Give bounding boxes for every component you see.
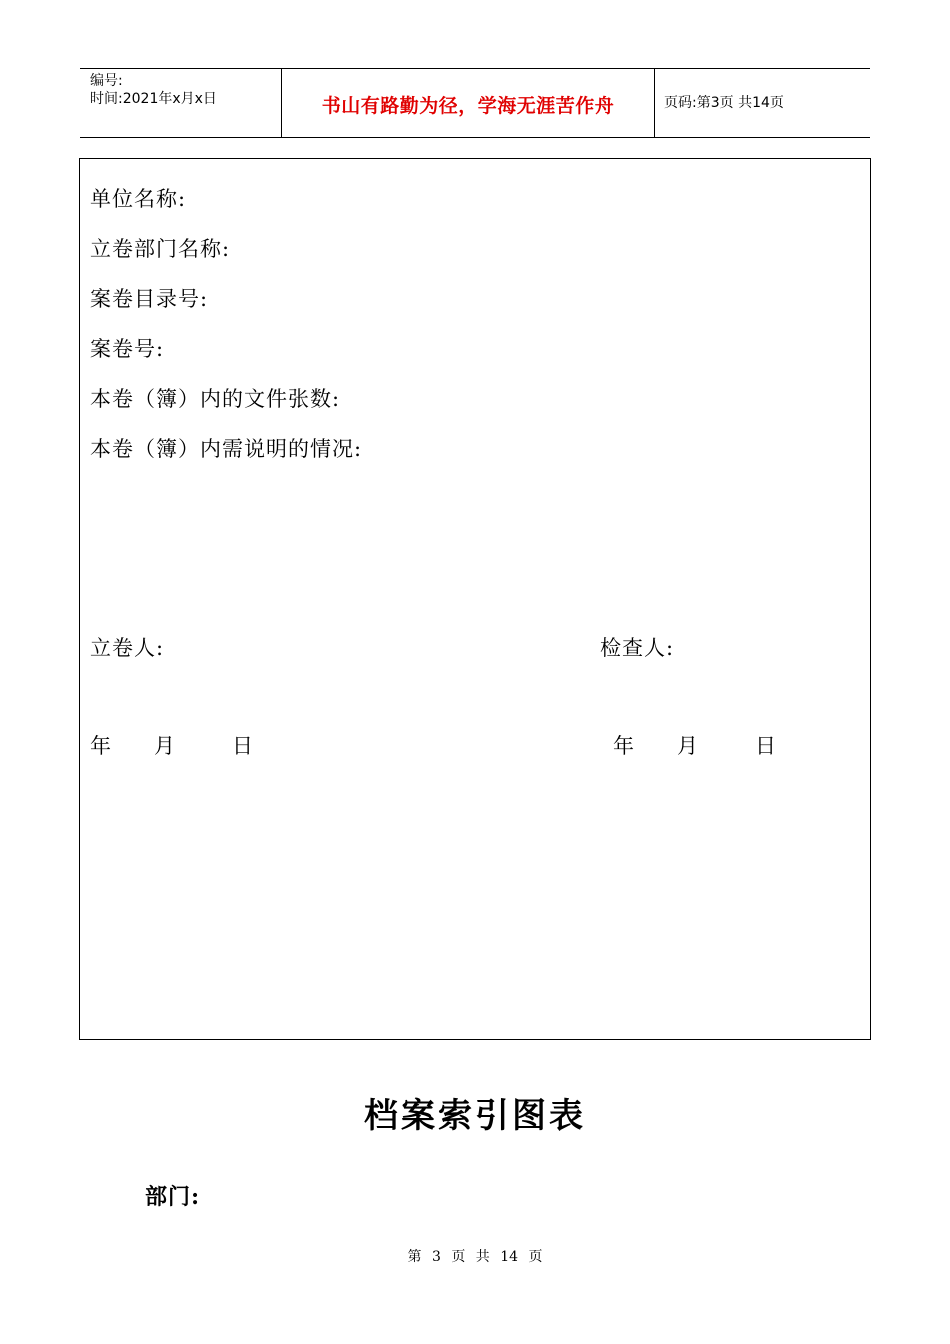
footer-page-number: 3 [431, 1249, 441, 1265]
header-right-cell [655, 69, 870, 137]
catalog-no-label: 案卷目录号: [90, 287, 209, 311]
header-left-cell [80, 69, 282, 137]
page-footer [0, 1246, 950, 1266]
volume-no-label: 案卷号: [90, 337, 165, 361]
section-title: 档案索引图表 [364, 1096, 586, 1136]
filer-label: 立卷人: [90, 636, 165, 660]
filer-date-day: 日 [232, 734, 254, 758]
footer-prefix: 第 [407, 1249, 422, 1265]
checker-date-year: 年 [613, 734, 635, 758]
file-count-label: 本卷（簿）内的文件张数: [90, 387, 341, 411]
motto-text: 书山有路勤为径，学海无涯苦作舟 [321, 95, 615, 117]
department-label: 部门: [145, 1184, 201, 1210]
header-middle-cell [282, 69, 655, 137]
time-label: 时间:2021年x月x日 [90, 91, 217, 107]
footer-total-prefix: 共 [475, 1249, 490, 1265]
filer-date-year: 年 [90, 734, 112, 758]
checker-label: 检查人: [600, 636, 675, 660]
footer-total-pages: 14 [500, 1249, 519, 1265]
filer-date-month: 月 [154, 734, 176, 758]
page-header [80, 68, 870, 138]
volume-info-form [79, 158, 871, 1040]
dept-name-label: 立卷部门名称: [90, 237, 231, 261]
footer-page-unit: 页 [451, 1249, 466, 1265]
page-label: 页码:第3页 共14页 [664, 95, 784, 111]
checker-date-month: 月 [677, 734, 699, 758]
unit-name-label: 单位名称: [90, 187, 187, 211]
footer-total-unit: 页 [528, 1249, 543, 1265]
notes-label: 本卷（簿）内需说明的情况: [90, 437, 363, 461]
number-label: 编号: [90, 73, 123, 89]
checker-date-day: 日 [755, 734, 777, 758]
